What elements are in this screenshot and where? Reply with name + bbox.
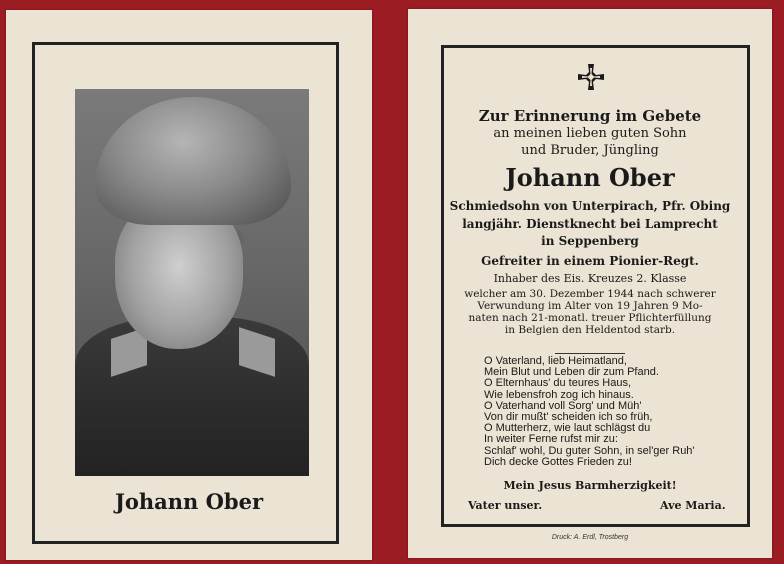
prayer-right: Ave Maria. bbox=[660, 499, 726, 512]
text-line-2: und Bruder, Jüngling bbox=[521, 143, 659, 158]
rank-line: Gefreiter in einem Pionier-Regt. bbox=[481, 254, 699, 268]
prayer-left: Vater unser. bbox=[468, 499, 543, 512]
text-line-4: langjähr. Dienstknecht bei Lamprecht bbox=[462, 217, 718, 231]
text-line-5: in Seppenberg bbox=[541, 234, 639, 248]
poem-line: In weiter Ferne rufst mir zu: bbox=[484, 433, 618, 446]
printer-imprint: Druck: A. Erdl, Trostberg bbox=[551, 534, 629, 541]
soldier-portrait-photo bbox=[75, 89, 309, 476]
death-line-2: Verwundung im Alter von 19 Jahren 9 Mo- bbox=[477, 300, 703, 312]
text-line-1: an meinen lieben guten Sohn bbox=[493, 126, 687, 141]
decoration-line: Inhaber des Eis. Kreuzes 2. Klasse bbox=[493, 272, 687, 285]
divider bbox=[555, 353, 625, 354]
poem-line: Mein Blut und Leben dir zum Pfand. bbox=[484, 366, 659, 379]
heading: Zur Erinnerung im Gebete bbox=[478, 107, 702, 125]
poem-line: Von dir mußt' scheiden ich so früh, bbox=[484, 411, 653, 424]
iron-cross-icon bbox=[576, 62, 606, 92]
poem-line: O Vaterland, lieb Heimatland, bbox=[484, 355, 627, 367]
memorial-card-back bbox=[408, 9, 772, 558]
deceased-name: Johann Ober bbox=[505, 163, 675, 192]
poem-line: O Elternhaus' du teures Haus, bbox=[484, 377, 632, 390]
death-line-1: welcher am 30. Dezember 1944 nach schwerer bbox=[464, 288, 716, 300]
poem-line: Schlaf' wohl, Du guter Sohn, in sel'ger Ruh' bbox=[484, 444, 695, 457]
closing-line: Mein Jesus Barmherzigkeit! bbox=[503, 479, 677, 492]
helmet-shape bbox=[95, 97, 291, 225]
death-line-3: naten nach 21-monatl. treuer Pflichterfüllung bbox=[468, 312, 712, 324]
poem-line: Dich decke Gottes Frieden zu! bbox=[484, 455, 632, 468]
poem-line: O Vaterhand voll Sorg' und Müh' bbox=[484, 399, 642, 412]
poem-line: O Mutterherz, wie laut schlägst du bbox=[484, 422, 651, 435]
poem-line: Wie lebensfroh zog ich hinaus. bbox=[484, 388, 634, 401]
death-line-4: in Belgien den Heldentod starb. bbox=[504, 324, 676, 336]
front-name: Johann Ober bbox=[114, 489, 264, 514]
memorial-card-front bbox=[6, 10, 372, 560]
text-line-3: Schmiedsohn von Unterpirach, Pfr. Obing bbox=[449, 199, 731, 213]
poem bbox=[484, 356, 754, 468]
